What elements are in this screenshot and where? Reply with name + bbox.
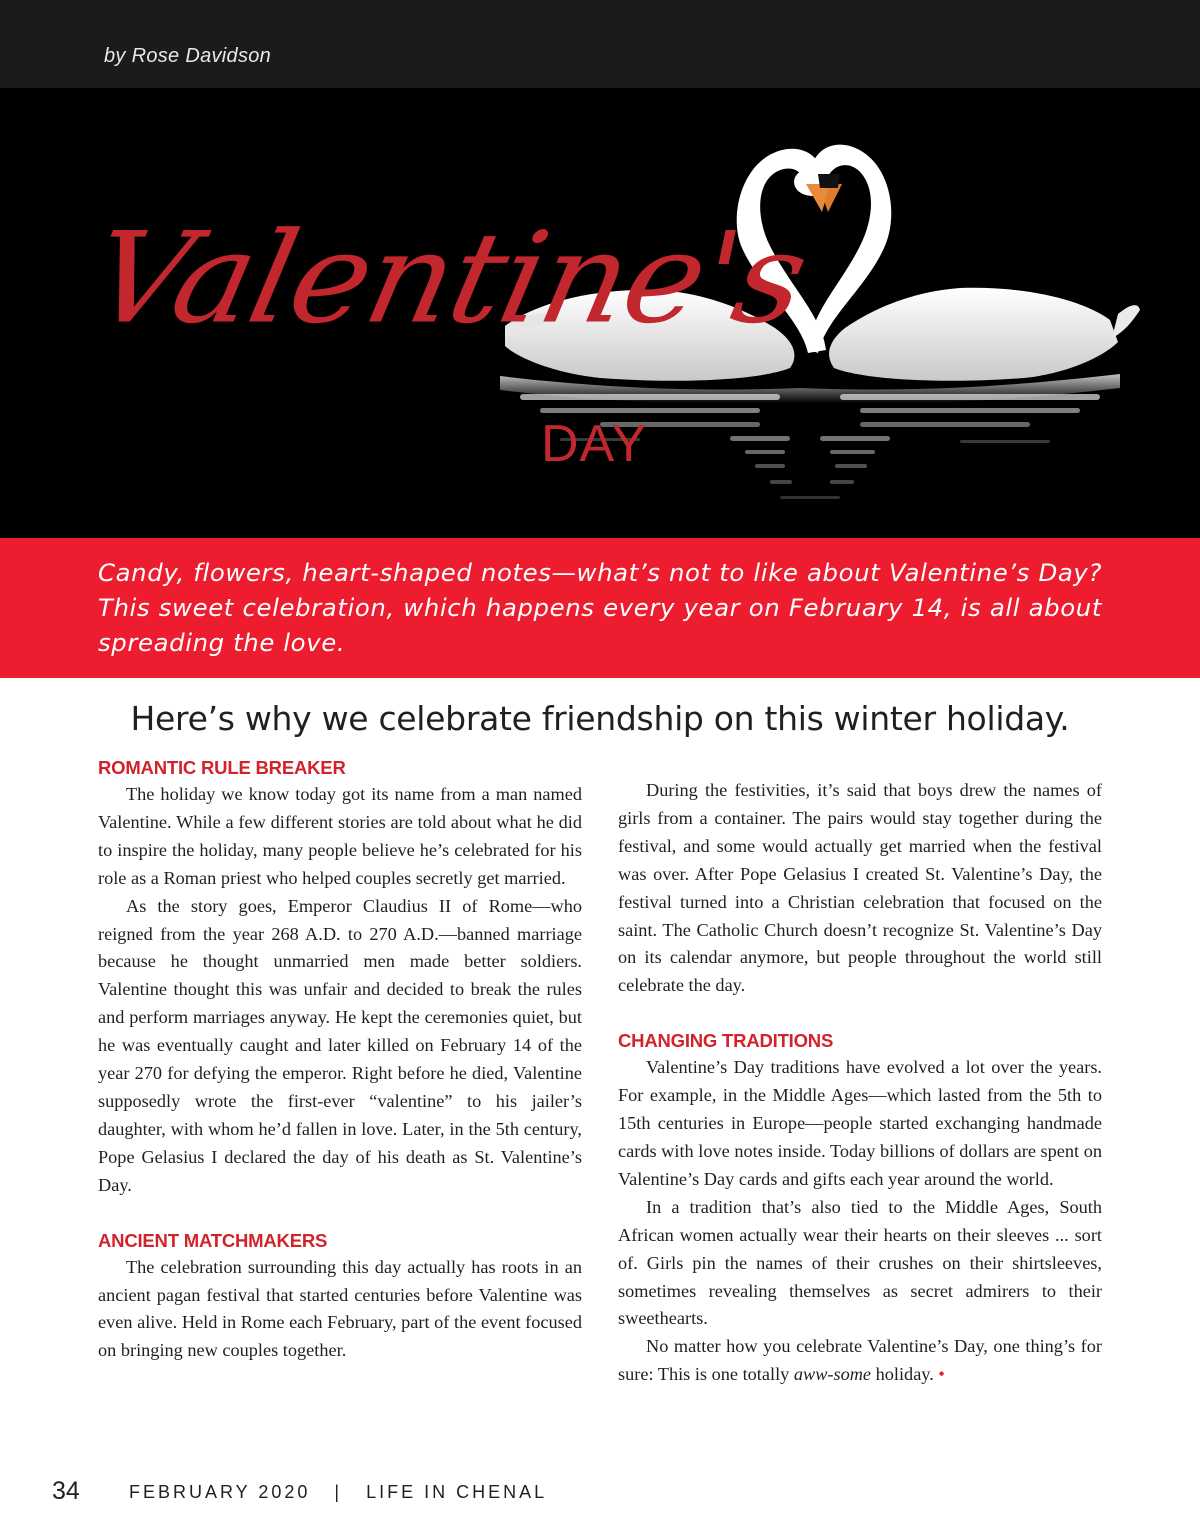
column-left [98, 755, 582, 1365]
paragraph: During the festivities, it’s said that boys drew the names of girls from a container. The pairs would stay together during the festival, and some would actually get married when the festival was over. After Pope Gelasius I created St. Valentine’s Day, the festival turned into a Christian celebration that focused on the saint. The Catholic Church doesn’t recognize St. Valentine’s Day on its calendar anymore, but people throughout the world still celebrate the day. [618, 780, 1102, 996]
paragraph: The holiday we know today got its name from a man named Valentine. While a few different stories are told about what he did to inspire the holiday, many people believe he’s celebrated for his role as a Roman priest who helped couples secretly get married. [98, 784, 582, 888]
byline-bar [0, 0, 1200, 88]
page-number: 34 [52, 1477, 80, 1505]
title-script: Valentine's [79, 205, 818, 352]
closing-text-start: No matter how you celebrate Valentine’s Day, one thing’s for sure: This is one totally [618, 1336, 1102, 1385]
end-mark: • [938, 1364, 945, 1385]
paragraph: In a tradition that’s also tied to the Middle Ages, South African women actually wear their hearts on their sleeves ... sort of. Girls pin the names of their crushes on their shirtsleeves, sometimes revealing themselves as secret admirers to their sweethearts. [618, 1196, 1102, 1329]
paragraph: Valentine’s Day traditions have evolved a lot over the years. For example, in the Middle Ages—which lasted from the 5th to 15th centuries in Europe—people started exchanging handmade cards with love notes inside. Today billions of dollars are spent on Valentine’s Day cards and gifts each year around the world. [618, 1057, 1102, 1189]
paragraph: The celebration surrounding this day actually has roots in an ancient pagan festival that started centuries before Valentine was even alive. Held in Rome each February, part of the event focused on bringing new couples together. [98, 1256, 582, 1361]
section-heading-changing: CHANGING TRADITIONS [618, 1030, 834, 1052]
section-heading-ancient: ANCIENT MATCHMAKERS [98, 1229, 328, 1251]
hero-image-swans [0, 88, 1200, 538]
column-right [618, 777, 1102, 1389]
subhead: Here’s why we celebrate friendship on this winter holiday. [130, 699, 1070, 738]
paragraph: As the story goes, Emperor Claudius II of Rome—who reigned from the year 268 A.D. to 270 A.D.—banned marriage because he thought unmarried men made better soldiers. Valentine thought this was unfair and decided to break the rules and perform marriages anyway. He kept the ceremonies quiet, but he was eventually caught and later killed on February 14 of the year 270 for defying the emperor. Right before he died, Valentine supposedly wrote the first-ever “valentine” to his jailer’s daughter, with whom he’d fallen in love. Later, in the 5th century, Pope Gelasius I declared the day of his death as St. Valentine’s Day. [98, 895, 582, 1195]
byline: by Rose Davidson [104, 45, 272, 67]
title-day: DAY [541, 415, 648, 473]
paragraph-closing [618, 1333, 1102, 1389]
closing-emphasis: aww-some [793, 1364, 872, 1385]
footer-folio: FEBRUARY 2020 | LIFE IN CHENAL [129, 1482, 548, 1502]
section-heading-romantic: ROMANTIC RULE BREAKER [98, 757, 346, 778]
intro-deck: Candy, flowers, heart-shaped notes—what’s not to like about Valentine’s Day? This sweet celebration, which happens every year on February 14, is all about spreading the love. [98, 558, 1102, 657]
closing-text-end: holiday. [871, 1364, 934, 1385]
